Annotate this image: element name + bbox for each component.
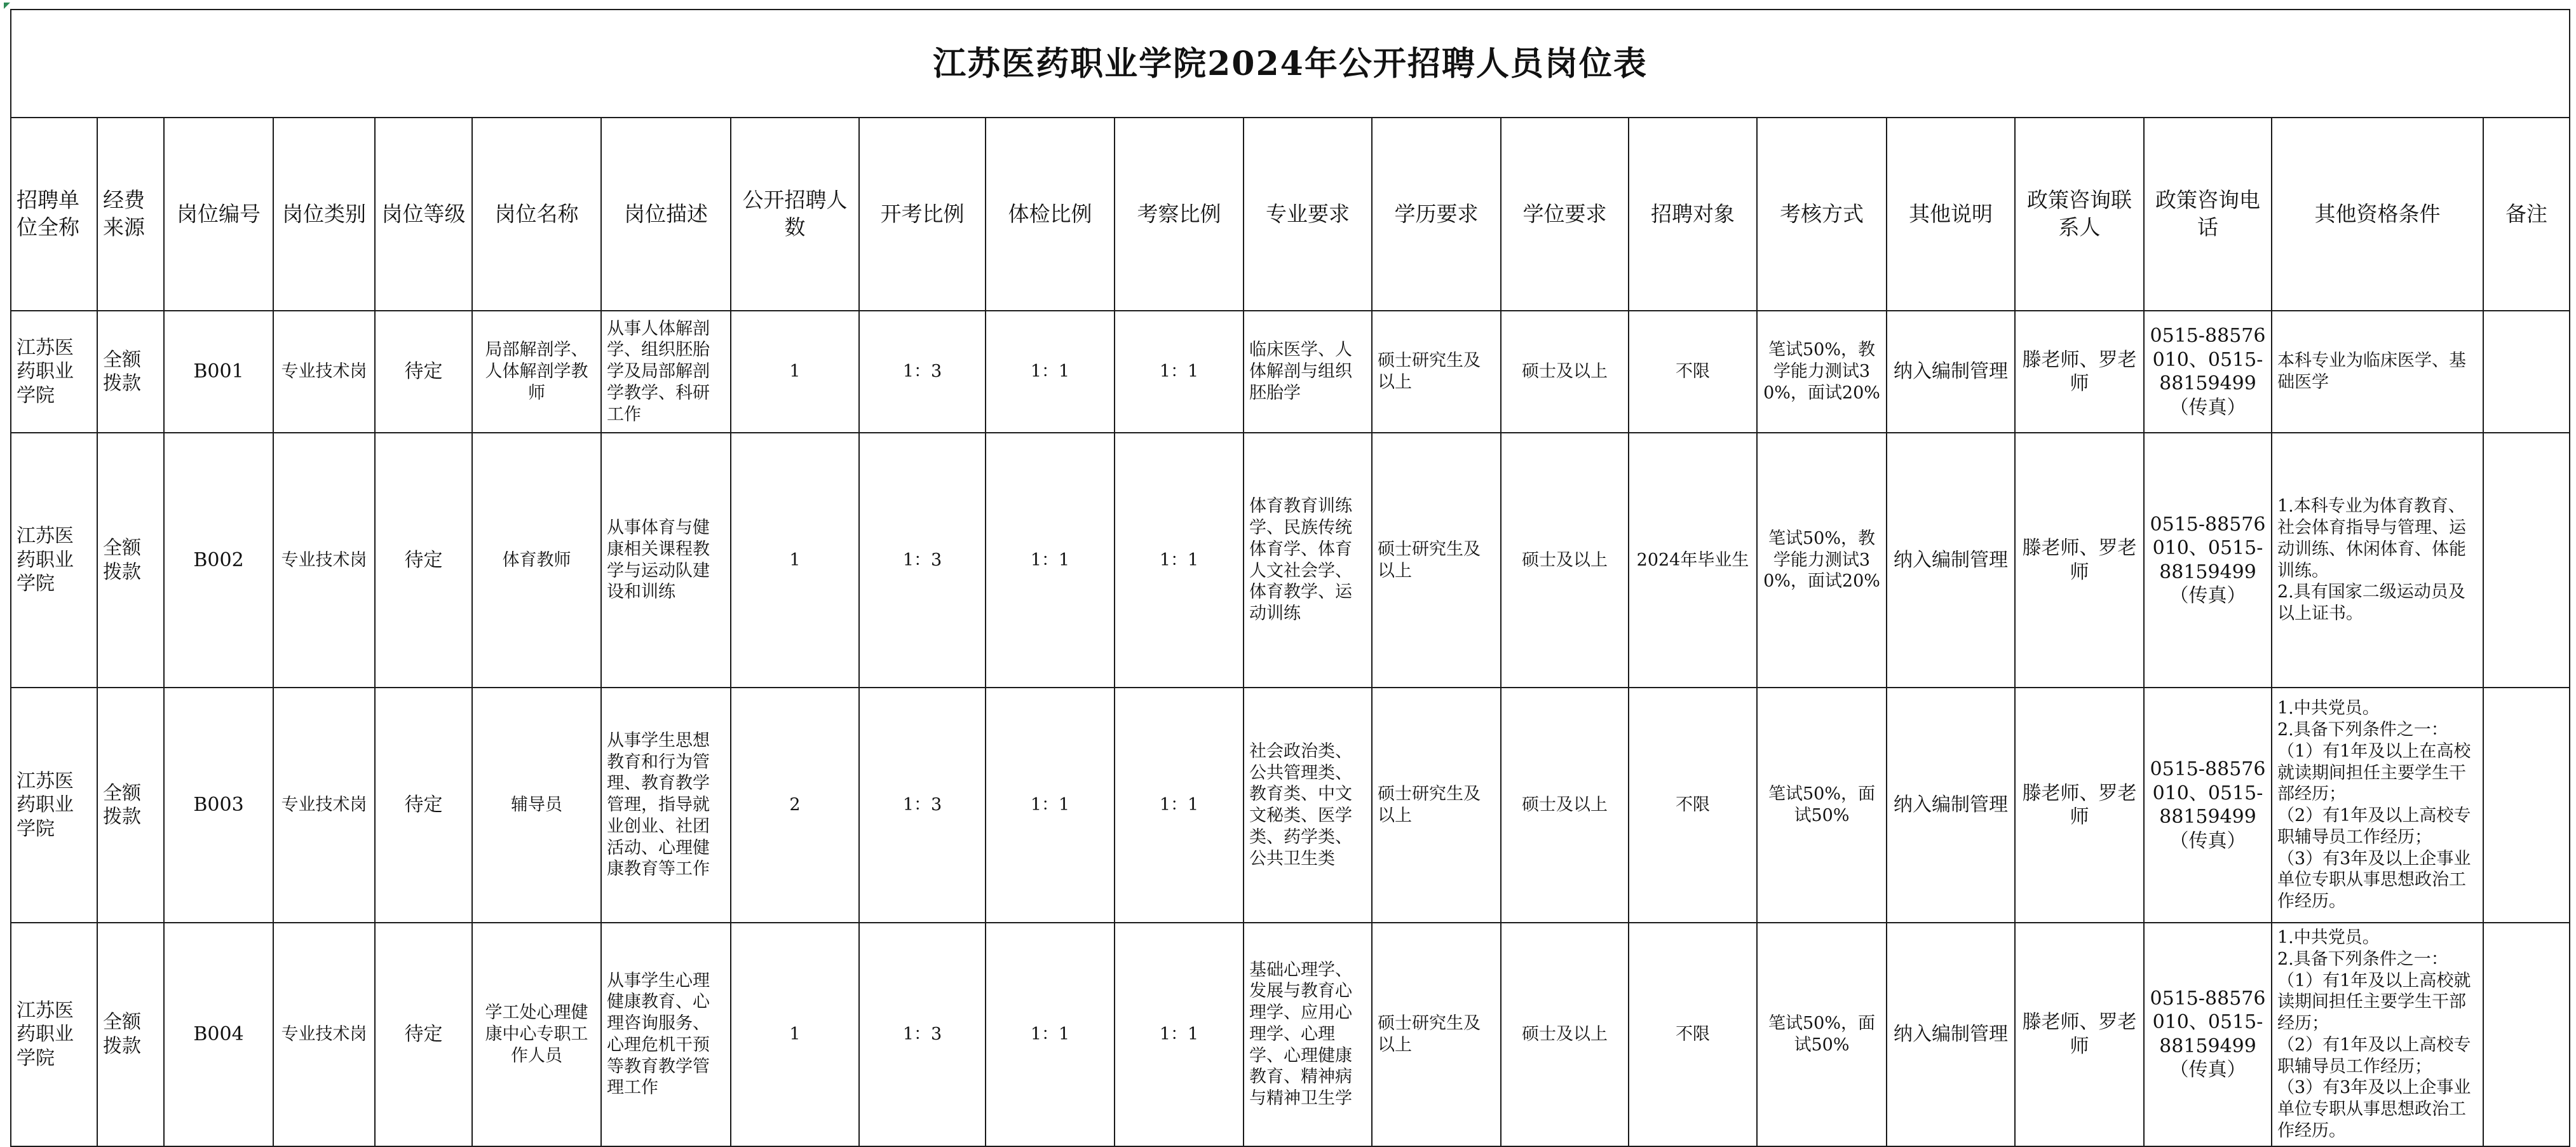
col-header-unit: 招聘单位全称 [11,118,97,311]
cell-exam-ratio: 1：1 [986,433,1115,688]
col-header-count: 公开招聘人数 [731,118,859,311]
cell-name: 体育教师 [472,433,601,688]
col-header-desc: 岗位描述 [601,118,731,311]
cell-count: 1 [731,433,859,688]
col-header-degree: 学位要求 [1501,118,1629,311]
col-header-level: 岗位等级 [375,118,472,311]
table-title: 江苏医药职业学院2024年公开招聘人员岗位表 [11,10,2570,118]
col-header-phone: 政策咨询电话 [2144,118,2272,311]
cell-edu: 硕士研究生及以上 [1372,688,1501,923]
cell-remark [2483,923,2570,1146]
cell-name: 学工处心理健康中心专职工作人员 [472,923,601,1146]
cell-unit: 江苏医药职业学院 [11,688,97,923]
col-header-open-ratio: 开考比例 [859,118,986,311]
cell-open-ratio: 1：3 [859,688,986,923]
job-position-table [10,9,2570,1147]
cell-target: 不限 [1629,923,1757,1146]
col-header-category: 岗位类别 [273,118,375,311]
cell-code: B003 [164,688,273,923]
cell-contact: 滕老师、罗老师 [2015,688,2144,923]
cell-fund: 全额拨款 [97,433,164,688]
cell-target: 不限 [1629,311,1757,433]
cell-code: B001 [164,311,273,433]
col-header-name: 岗位名称 [472,118,601,311]
cell-count: 1 [731,311,859,433]
col-header-note: 其他说明 [1887,118,2015,311]
cell-inspect-ratio: 1：1 [1115,688,1244,923]
cell-contact: 滕老师、罗老师 [2015,311,2144,433]
col-header-assess: 考核方式 [1757,118,1887,311]
col-header-contact: 政策咨询联系人 [2015,118,2144,311]
cell-remark [2483,688,2570,923]
cell-unit: 江苏医药职业学院 [11,433,97,688]
cell-target: 2024年毕业生 [1629,433,1757,688]
cell-category: 专业技术岗 [273,311,375,433]
cell-name: 局部解剖学、人体解剖学教师 [472,311,601,433]
cell-degree: 硕士及以上 [1501,311,1629,433]
cell-desc: 从事学生思想教育和行为管理、教育教学管理，指导就业创业、社团活动、心理健康教育等工作 [601,688,731,923]
col-header-fund: 经费来源 [97,118,164,311]
cell-phone: 0515-88576010、0515-88159499（传真） [2144,688,2272,923]
cell-exam-ratio: 1：1 [986,311,1115,433]
cell-major: 体育教育训练学、民族传统体育学、体育人文社会学、体育教学、运动训练 [1244,433,1372,688]
col-header-major: 专业要求 [1244,118,1372,311]
cell-open-ratio: 1：3 [859,433,986,688]
cell-inspect-ratio: 1：1 [1115,311,1244,433]
table-row [11,433,2570,688]
table-row [11,923,2570,1146]
cell-category: 专业技术岗 [273,923,375,1146]
cell-count: 1 [731,923,859,1146]
col-header-target: 招聘对象 [1629,118,1757,311]
cell-code: B004 [164,923,273,1146]
cell-desc: 从事体育与健康相关课程教学与运动队建设和训练 [601,433,731,688]
cell-degree: 硕士及以上 [1501,923,1629,1146]
cell-unit: 江苏医药职业学院 [11,923,97,1146]
cell-note: 纳入编制管理 [1887,688,2015,923]
cell-fund: 全额拨款 [97,311,164,433]
cell-exam-ratio: 1：1 [986,923,1115,1146]
cell-inspect-ratio: 1：1 [1115,433,1244,688]
cell-count: 2 [731,688,859,923]
cell-code: B002 [164,433,273,688]
cell-degree: 硕士及以上 [1501,688,1629,923]
cell-degree: 硕士及以上 [1501,433,1629,688]
cell-level: 待定 [375,311,472,433]
cell-contact: 滕老师、罗老师 [2015,433,2144,688]
cell-fund: 全额拨款 [97,923,164,1146]
cell-unit: 江苏医药职业学院 [11,311,97,433]
cell-edu: 硕士研究生及以上 [1372,923,1501,1146]
cell-desc: 从事人体解剖学、组织胚胎学及局部解剖学教学、科研工作 [601,311,731,433]
cell-major: 基础心理学、发展与教育心理学、应用心理学、心理学、心理健康教育、精神病与精神卫生学 [1244,923,1372,1146]
cell-remark [2483,311,2570,433]
cell-level: 待定 [375,433,472,688]
col-header-code: 岗位编号 [164,118,273,311]
cell-inspect-ratio: 1：1 [1115,923,1244,1146]
cell-note: 纳入编制管理 [1887,923,2015,1146]
cell-remark [2483,433,2570,688]
cell-phone: 0515-88576010、0515-88159499（传真） [2144,923,2272,1146]
cell-category: 专业技术岗 [273,688,375,923]
sheet-corner-marker [4,3,10,9]
col-header-other: 其他资格条件 [2272,118,2483,311]
cell-fund: 全额拨款 [97,688,164,923]
job-table-sheet [10,9,2570,1147]
cell-contact: 滕老师、罗老师 [2015,923,2144,1146]
cell-target: 不限 [1629,688,1757,923]
cell-open-ratio: 1：3 [859,923,986,1146]
cell-name: 辅导员 [472,688,601,923]
cell-assess: 笔试50%，面试50% [1757,688,1887,923]
cell-assess: 笔试50%，教学能力测试30%，面试20% [1757,311,1887,433]
cell-edu: 硕士研究生及以上 [1372,433,1501,688]
table-row [11,311,2570,433]
col-header-remark: 备注 [2483,118,2570,311]
cell-other: 1.中共党员。 2.具备下列条件之一： （1）有1年及以上高校就读期间担任主要学生干部经历； （2）有1年及以上高校专职辅导员工作经历； （3）有3年及以上企事业单位专职从事思想政治工作经历。 [2272,923,2483,1146]
cell-edu: 硕士研究生及以上 [1372,311,1501,433]
cell-level: 待定 [375,688,472,923]
cell-major: 临床医学、人体解剖与组织胚胎学 [1244,311,1372,433]
cell-open-ratio: 1：3 [859,311,986,433]
cell-major: 社会政治类、公共管理类、教育类、中文文秘类、医学类、药学类、公共卫生类 [1244,688,1372,923]
header-row [11,118,2570,311]
cell-other: 1.中共党员。 2.具备下列条件之一： （1）有1年及以上在高校就读期间担任主要学生干部经历； （2）有1年及以上高校专职辅导员工作经历； （3）有3年及以上企事业单位专职从事思想政治工作经历。 [2272,688,2483,923]
cell-other: 1.本科专业为体育教育、社会体育指导与管理、运动训练、休闲体育、体能训练。 2.具有国家二级运动员及以上证书。 [2272,433,2483,688]
col-header-edu: 学历要求 [1372,118,1501,311]
table-row [11,688,2570,923]
cell-other: 本科专业为临床医学、基础医学 [2272,311,2483,433]
cell-assess: 笔试50%，面试50% [1757,923,1887,1146]
col-header-inspect-ratio: 考察比例 [1115,118,1244,311]
cell-exam-ratio: 1：1 [986,688,1115,923]
cell-note: 纳入编制管理 [1887,311,2015,433]
cell-phone: 0515-88576010、0515-88159499（传真） [2144,433,2272,688]
cell-desc: 从事学生心理健康教育、心理咨询服务、心理危机干预等教育教学管理工作 [601,923,731,1146]
col-header-exam-ratio: 体检比例 [986,118,1115,311]
cell-phone: 0515-88576010、0515-88159499（传真） [2144,311,2272,433]
cell-note: 纳入编制管理 [1887,433,2015,688]
cell-level: 待定 [375,923,472,1146]
cell-category: 专业技术岗 [273,433,375,688]
cell-assess: 笔试50%，教学能力测试30%，面试20% [1757,433,1887,688]
